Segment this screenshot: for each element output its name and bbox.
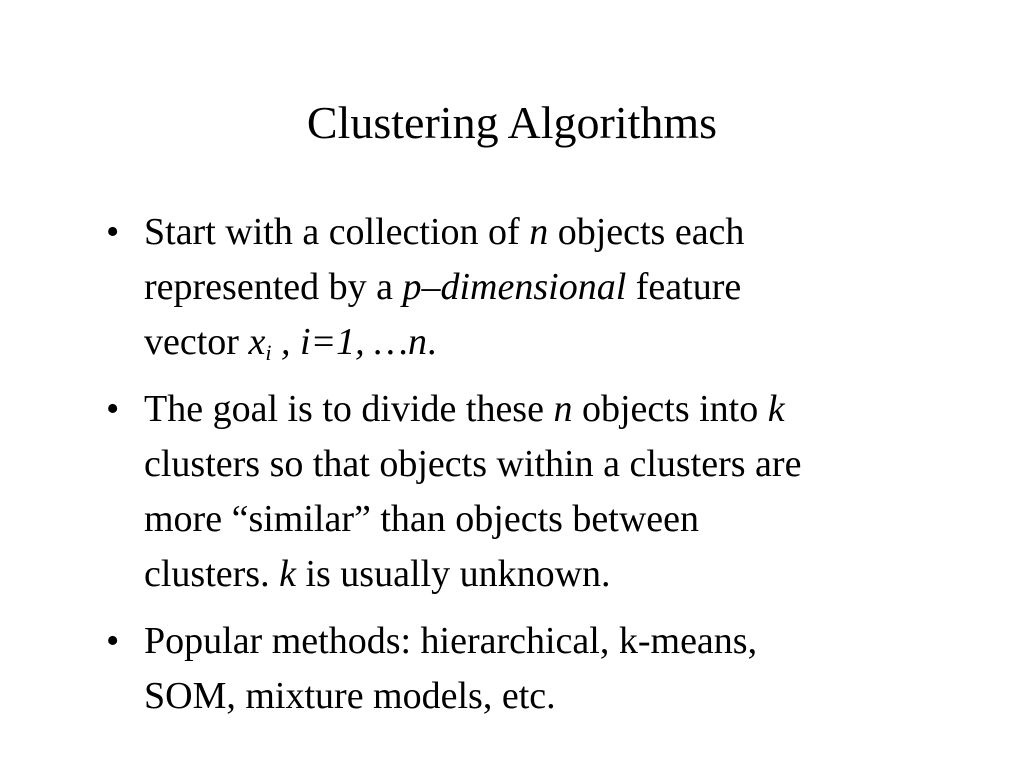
text-run: x [248,321,266,363]
text-run: n [529,211,549,253]
bullet-line [144,492,986,547]
text-run: vector [144,321,249,363]
bullet-line [144,547,986,602]
bullet-list [106,205,986,736]
text-run: Start with a collection of [144,211,530,253]
bullet-line [144,437,986,492]
bullet-dot-icon: • [106,388,120,430]
bullet-line [144,315,986,370]
text-run: clusters. [144,553,280,595]
bullet-line [144,260,986,315]
text-run: , i=1, …n [271,321,427,363]
text-run: is usually unknown. [295,553,611,595]
bullet-line [144,205,986,260]
bullet-item [106,205,986,370]
bullet-item [106,614,986,724]
text-run: objects each [548,211,745,253]
bullet-dot-icon: • [106,620,120,662]
text-run: k [279,553,296,595]
bullet-line [144,382,986,437]
text-run: . [426,321,437,363]
bullet-item [106,382,986,602]
slide-title: Clustering Algorithms [306,97,718,148]
bullet-line [144,669,986,724]
text-run: clusters so that objects within a clusters are [144,443,802,485]
subscript-text: i [265,340,272,365]
text-run: n [553,388,573,430]
bullet-line [144,614,986,669]
text-run: The goal is to divide these [144,388,554,430]
text-run: objects into [572,388,768,430]
text-run: SOM, mixture models, etc. [144,675,556,717]
text-run: more “similar” than objects between [144,498,700,540]
text-run: represented by a [144,266,403,308]
text-run: Popular methods: hierarchical, k-means, [144,620,758,662]
text-run: k [767,388,785,430]
bullet-dot-icon: • [106,211,120,253]
text-run: p–dimensional [402,266,627,308]
text-run: feature [626,266,742,308]
